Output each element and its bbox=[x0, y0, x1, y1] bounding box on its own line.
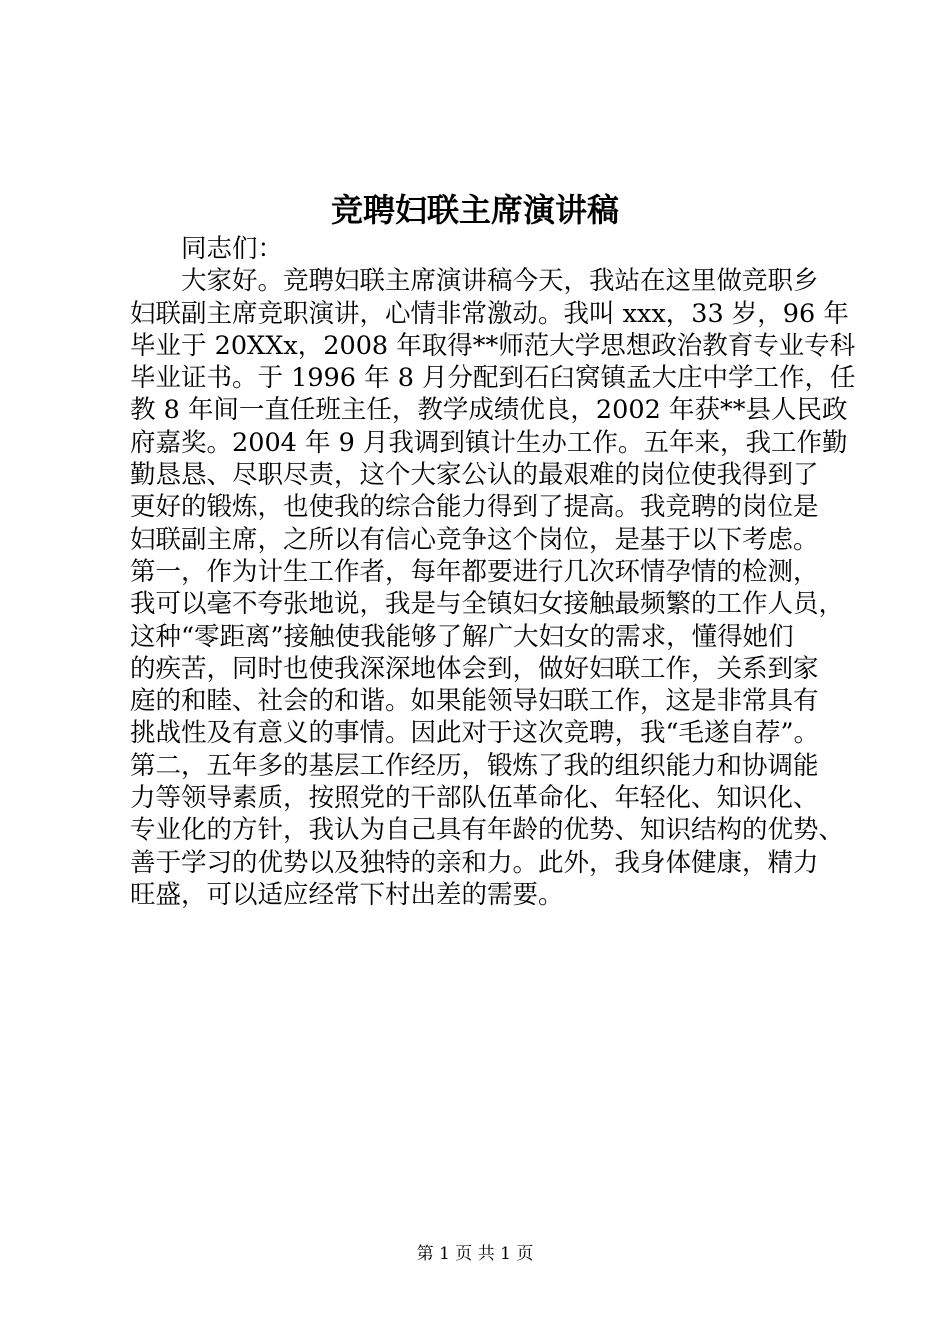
body-line: 教 8 年间一直任班主任，教学成绩优良，2002 年获**县人民政 bbox=[130, 395, 848, 426]
body-line: 妇联副主席竞职演讲，心情非常激动。我叫 xxx，33 岁，96 年 bbox=[130, 298, 849, 329]
body-line: 府嘉奖。2004 年 9 月我调到镇计生办工作。五年来，我工作勤 bbox=[130, 427, 848, 458]
document-body bbox=[130, 233, 856, 911]
body-line: 我可以毫不夸张地说，我是与全镇妇女接触最频繁的工作人员， bbox=[130, 589, 845, 620]
body-line: 的疾苦，同时也使我深深地体会到，做好妇联工作，关系到家 bbox=[130, 653, 819, 684]
document-title: 竞聘妇联主席演讲稿 bbox=[330, 191, 619, 229]
body-line: 第二，五年多的基层工作经历，锻炼了我的组织能力和协调能 bbox=[130, 750, 819, 781]
salutation-line: 同志们： bbox=[181, 234, 284, 264]
page-footer: 第 1 页 共 1 页 bbox=[416, 1244, 534, 1264]
body-line: 专业化的方针，我认为自己具有年龄的优势、知识结构的优势、 bbox=[130, 815, 845, 846]
body-line: 第一，作为计生工作者，每年都要进行几次环情孕情的检测， bbox=[130, 556, 819, 587]
body-line: 力等领导素质，按照党的干部队伍革命化、年轻化、知识化、 bbox=[130, 783, 819, 814]
body-line: 挑战性及有意义的事情。因此对于这次竞聘，我“毛遂自荐”。 bbox=[130, 718, 820, 749]
body-line: 这种“零距离”接触使我能够了解广大妇女的需求，懂得她们 bbox=[130, 621, 794, 652]
body-line: 毕业证书。于 1996 年 8 月分配到石臼窝镇孟大庄中学工作，任 bbox=[130, 363, 856, 394]
body-line: 庭的和睦、社会的和谐。如果能领导妇联工作，这是非常具有 bbox=[130, 686, 819, 717]
body-line: 更好的锻炼，也使我的综合能力得到了提高。我竞聘的岗位是 bbox=[130, 492, 819, 523]
body-line: 大家好。竞聘妇联主席演讲稿今天，我站在这里做竞职乡 bbox=[181, 266, 819, 297]
body-line: 旺盛，可以适应经常下村出差的需要。 bbox=[130, 879, 564, 910]
body-line: 妇联副主席，之所以有信心竞争这个岗位，是基于以下考虑。 bbox=[130, 524, 819, 555]
body-line: 勤恳恳、尽职尽责，这个大家公认的最艰难的岗位使我得到了 bbox=[130, 460, 819, 491]
body-line: 毕业于 20XXx，2008 年取得**师范大学思想政治教育专业专科 bbox=[130, 330, 856, 361]
body-line: 善于学习的优势以及独特的亲和力。此外，我身体健康，精力 bbox=[130, 847, 819, 878]
